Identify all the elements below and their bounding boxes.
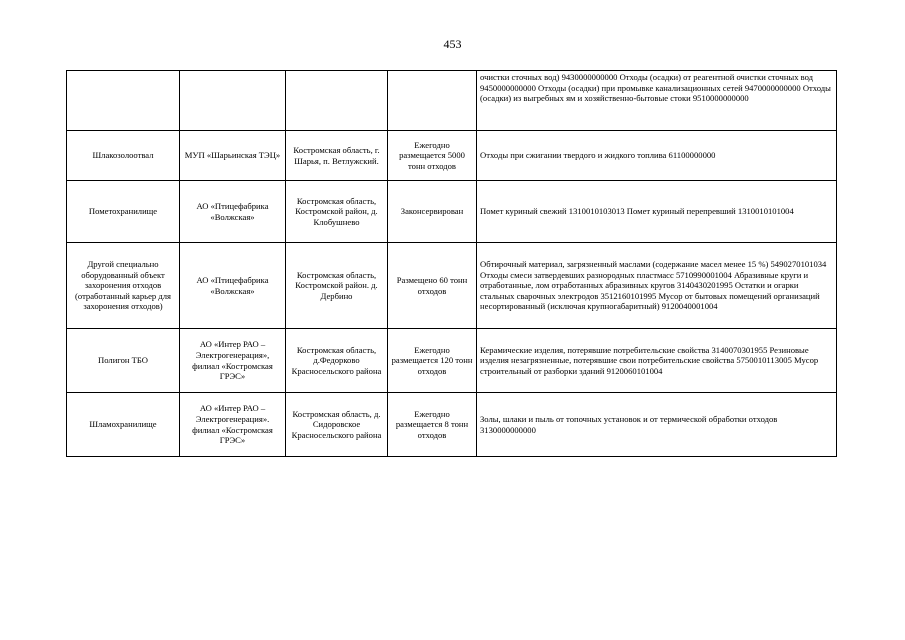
- facility-name-cell: [67, 71, 180, 131]
- location-cell: Костромская область, Костромской район. д. Дербино: [286, 243, 388, 329]
- location-cell: Костромская область, д. Сидоровское Красносельского района: [286, 393, 388, 457]
- amount-cell: Ежегодно размещается 120 тонн отходов: [388, 329, 477, 393]
- page-number: 453: [443, 37, 462, 51]
- waste-types-cell: Помет куриный свежий 1310010103013 Помет куриный перепревший 1310010101004: [477, 181, 837, 243]
- waste-types-cell: очистки сточных вод) 9430000000000 Отходы (осадки) от реагентной очистки сточных вод 9450000000000 Отходы (осадки) при промывке канализационных сетей 9470000000000 Отходы (осадки) из выгребных ям и хозяйственно-бытовые стоки 9510000000000: [477, 71, 837, 131]
- operator-cell: [180, 71, 286, 131]
- facility-name-cell: Другой специально оборудованный объект захоронения отходов (отработанный карьер для захоронения отходов): [67, 243, 180, 329]
- operator-cell: АО «Интер РАО – Электрогенерация», филиал «Костромская ГРЭС»: [180, 329, 286, 393]
- table-row: [67, 243, 837, 329]
- waste-types-cell: Керамические изделия, потерявшие потребительские свойства 3140070301955 Резиновые изделия незагрязненные, потерявшие свои потребительские свойства 5750010113005 Мусор строительный от разборки зданий 9120060101004: [477, 329, 837, 393]
- facility-name-cell: Шлакозолоотвал: [67, 131, 180, 181]
- table-row: [67, 181, 837, 243]
- table-row: [67, 131, 837, 181]
- waste-types-cell: Отходы при сжигании твердого и жидкого топлива 61100000000: [477, 131, 837, 181]
- facility-name-cell: Пометохранилище: [67, 181, 180, 243]
- location-cell: Костромская область, г. Шарья, п. Ветлужский.: [286, 131, 388, 181]
- amount-cell: Законсервирован: [388, 181, 477, 243]
- location-cell: Костромская область, д.Федорково Красносельского района: [286, 329, 388, 393]
- amount-cell: [388, 71, 477, 131]
- operator-cell: АО «Птицефабрика «Волжская»: [180, 243, 286, 329]
- facility-name-cell: Шламохранилище: [67, 393, 180, 457]
- waste-types-cell: Обтирочный материал, загрязненный маслами (содержание масел менее 15 %) 5490270101034 Отходы смеси затвердевших разнородных пластмасс 5710990001004 Абразивные круги и отработанные, лом отработанных абразивных кругов 3140430201995 Остатки и огарки стальных сварочных электродов 3512160101995 Мусор от бытовых помещений организаций несортированный (исключая крупногабаритный) 9120040001004: [477, 243, 837, 329]
- operator-cell: АО «Интер РАО – Электрогенерация». филиал «Костромская ГРЭС»: [180, 393, 286, 457]
- waste-types-cell: Золы, шлаки и пыль от топочных установок и от термической обработки отходов 3130000000000: [477, 393, 837, 457]
- amount-cell: Ежегодно размещается 8 тонн отходов: [388, 393, 477, 457]
- facility-name-cell: Полигон ТБО: [67, 329, 180, 393]
- table-row: [67, 393, 837, 457]
- location-cell: Костромская область, Костромской район, д. Клобушнево: [286, 181, 388, 243]
- table-row: [67, 71, 837, 131]
- operator-cell: АО «Птицефабрика «Волжская»: [180, 181, 286, 243]
- amount-cell: Размещено 60 тонн отходов: [388, 243, 477, 329]
- amount-cell: Ежегодно размещается 5000 тонн отходов: [388, 131, 477, 181]
- location-cell: [286, 71, 388, 131]
- operator-cell: МУП «Шарьинская ТЭЦ»: [180, 131, 286, 181]
- waste-facilities-table: [66, 70, 837, 457]
- table-row: [67, 329, 837, 393]
